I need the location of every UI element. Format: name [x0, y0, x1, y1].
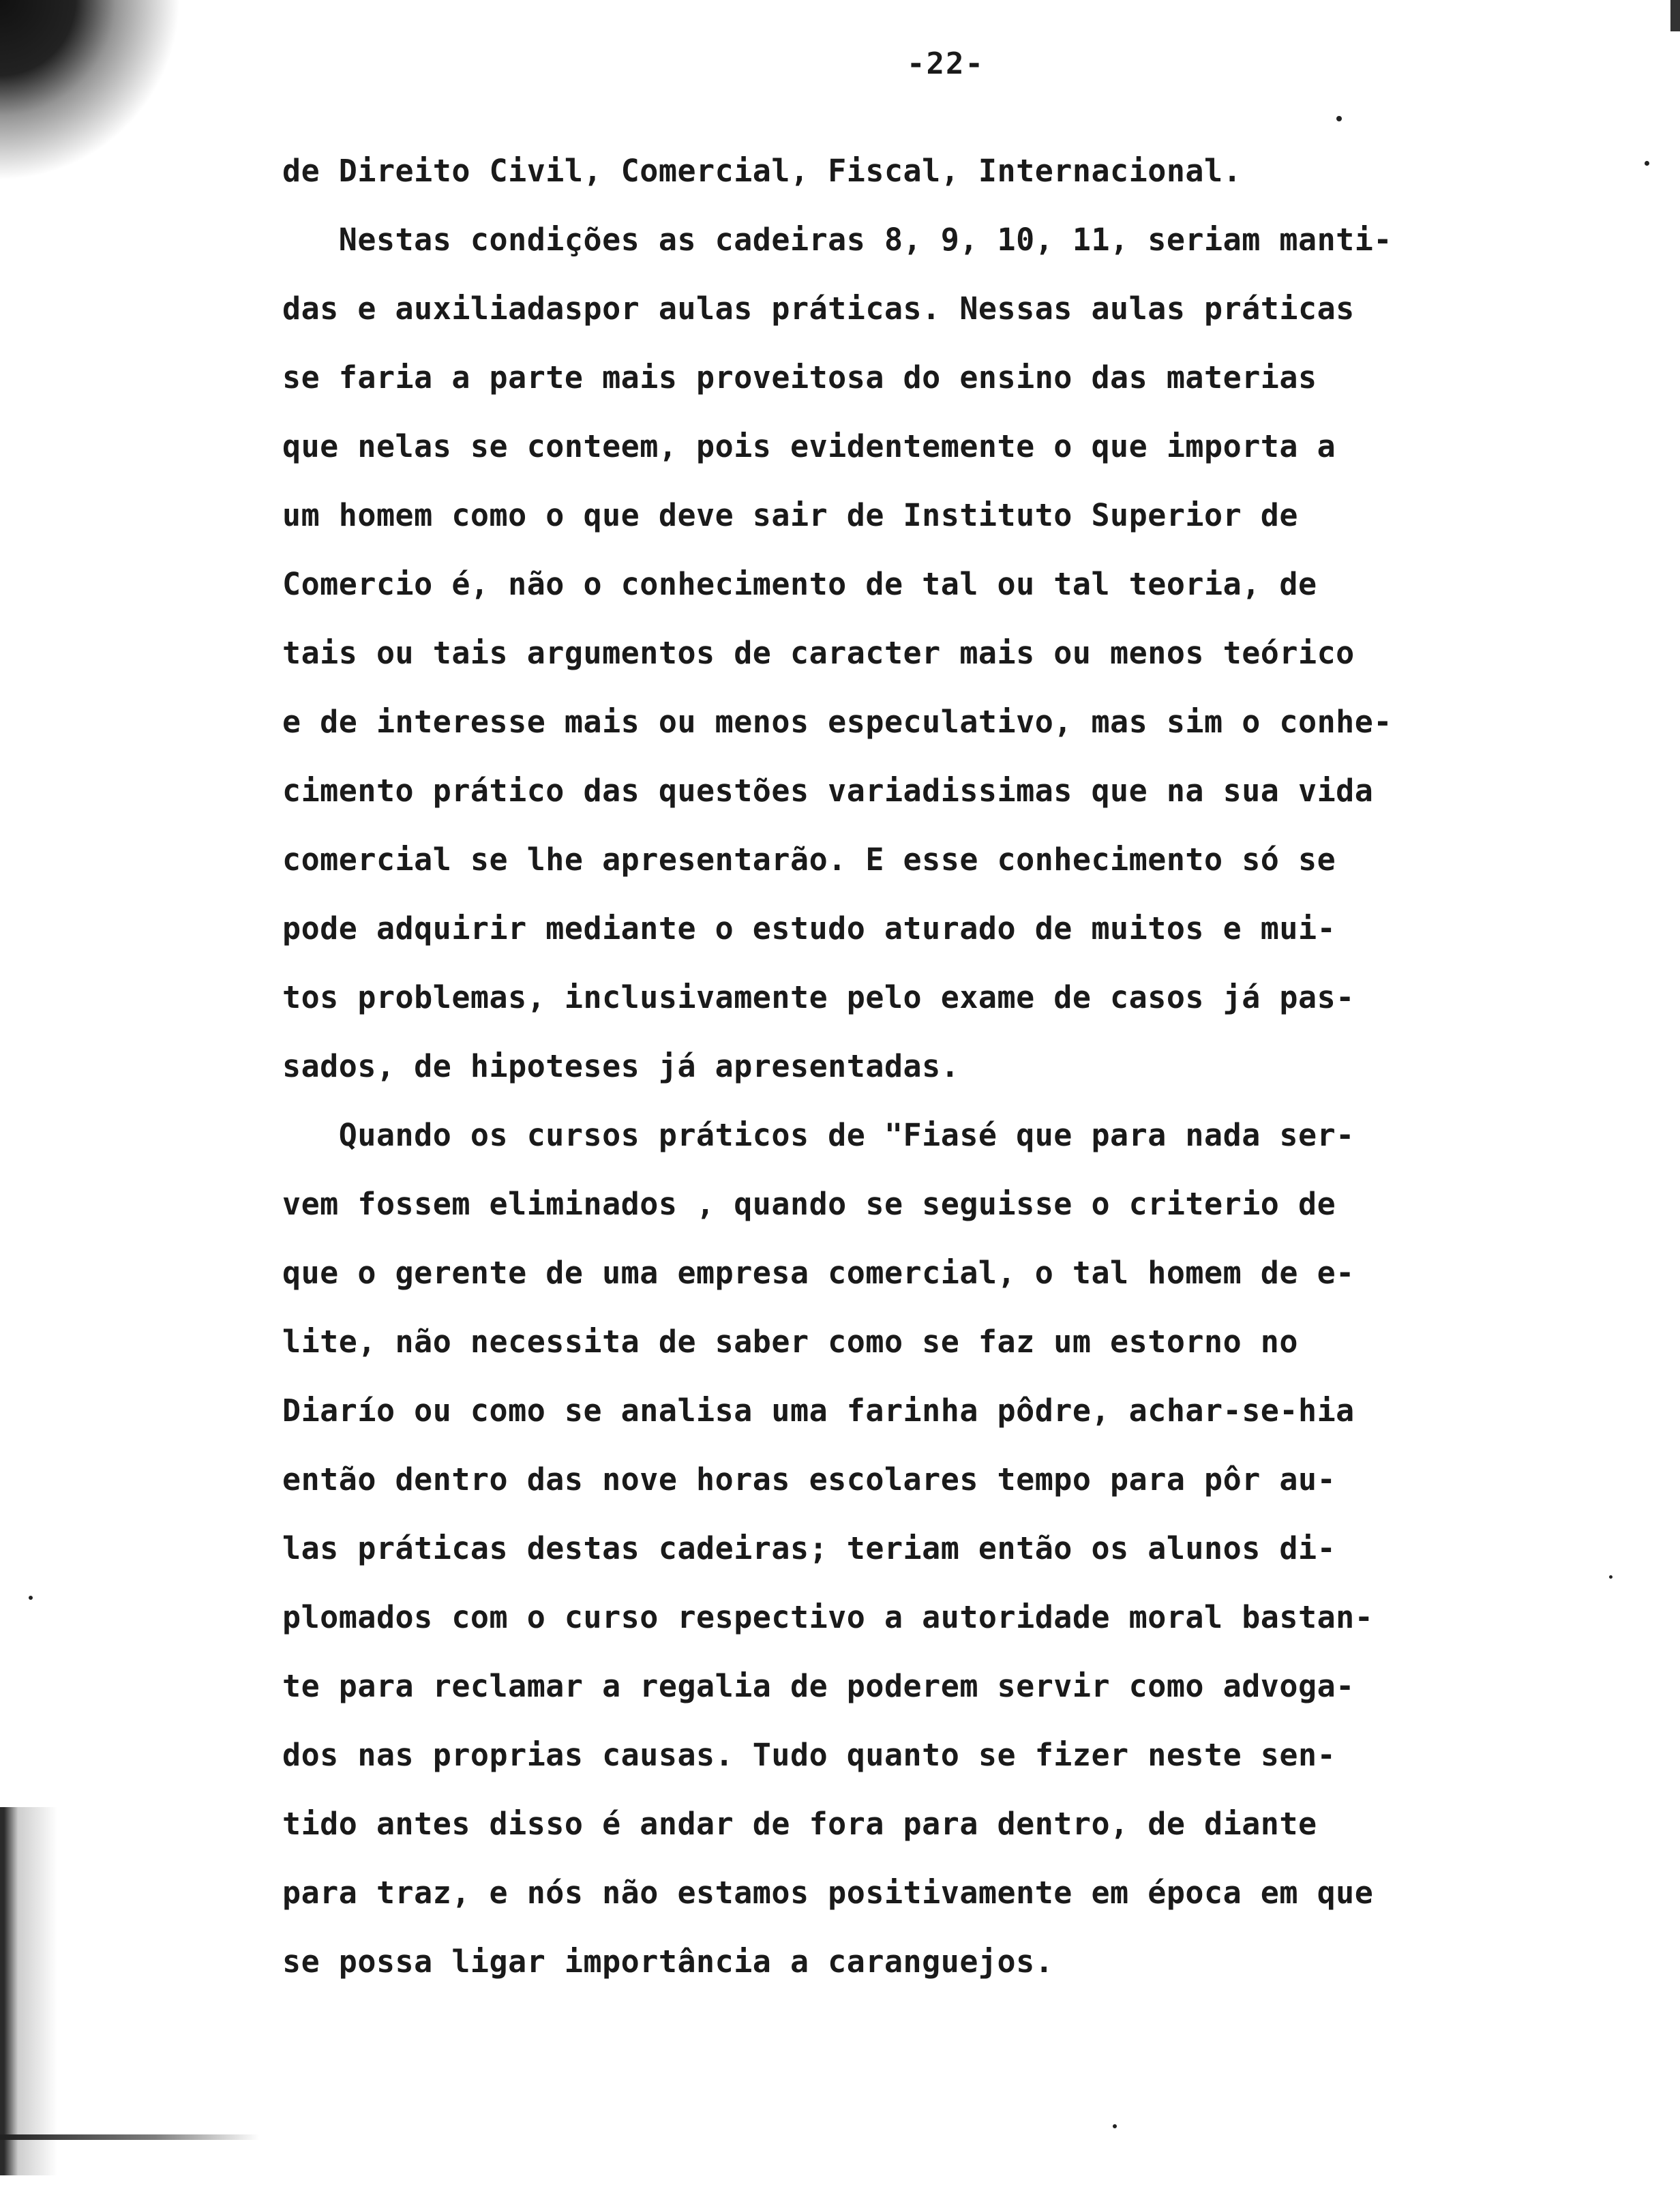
text-line: las práticas destas cadeiras; teriam então os alunos di- [282, 1530, 1336, 1566]
scan-mark-right [1670, 0, 1680, 31]
speck [29, 1596, 33, 1600]
text-line: que o gerente de uma empresa comercial, o tal homem de e- [282, 1255, 1355, 1291]
text-line: tais ou tais argumentos de caracter mais ou menos teórico [282, 635, 1355, 671]
text-line: Quando os cursos práticos de "Fiasé que para nada ser- [282, 1117, 1355, 1153]
text-line: Diarío ou como se analisa uma farinha pôdre, achar-se-hia [282, 1393, 1355, 1429]
text-line: das e auxiliadaspor aulas práticas. Nessas aulas práticas [282, 291, 1355, 327]
text-line: que nelas se conteem, pois evidentemente o que importa a [282, 428, 1336, 464]
speck [1609, 1575, 1612, 1579]
text-line: Comercio é, não o conhecimento de tal ou tal teoria, de [282, 566, 1317, 602]
text-line: sados, de hipoteses já apresentadas. [282, 1048, 960, 1084]
scan-edge-bottom [0, 2134, 259, 2140]
scan-edge-left [0, 1807, 82, 2175]
document-body [282, 136, 1510, 1996]
text-line: e de interesse mais ou menos especulativo, mas sim o conhe- [282, 704, 1392, 740]
page-number: -22- [907, 46, 985, 81]
text-line: plomados com o curso respectivo a autoridade moral bastan- [282, 1599, 1374, 1635]
text-line: dos nas proprias causas. Tudo quanto se fizer neste sen- [282, 1737, 1336, 1773]
text-line: se faria a parte mais proveitosa do ensino das materias [282, 359, 1317, 396]
text-line: de Direito Civil, Comercial, Fiscal, Internacional. [282, 153, 1242, 189]
text-line: comercial se lhe apresentarão. E esse conhecimento só se [282, 842, 1336, 878]
speck [1645, 161, 1649, 166]
scan-shadow [0, 0, 205, 205]
text-line: então dentro das nove horas escolares tempo para pôr au- [282, 1461, 1336, 1498]
text-line: um homem como o que deve sair de Instituto Superior de [282, 497, 1298, 533]
text-line: Nestas condições as cadeiras 8, 9, 10, 11, seriam manti- [282, 222, 1392, 258]
text-line: se possa ligar importância a caranguejos. [282, 1944, 1054, 1980]
text-line: tido antes disso é andar de fora para dentro, de diante [282, 1806, 1317, 1842]
text-line: vem fossem eliminados , quando se seguisse o criterio de [282, 1186, 1336, 1222]
text-line: para traz, e nós não estamos positivamente em época em que [282, 1875, 1374, 1911]
speck [1336, 116, 1342, 121]
text-line: te para reclamar a regalia de poderem servir como advoga- [282, 1668, 1355, 1704]
text-line: tos problemas, inclusivamente pelo exame de casos já pas- [282, 979, 1355, 1015]
text-line: lite, não necessita de saber como se faz um estorno no [282, 1324, 1298, 1360]
text-line: cimento prático das questões variadissimas que na sua vida [282, 773, 1374, 809]
text-line: pode adquirir mediante o estudo aturado de muitos e mui- [282, 910, 1336, 947]
speck [1113, 2124, 1117, 2128]
